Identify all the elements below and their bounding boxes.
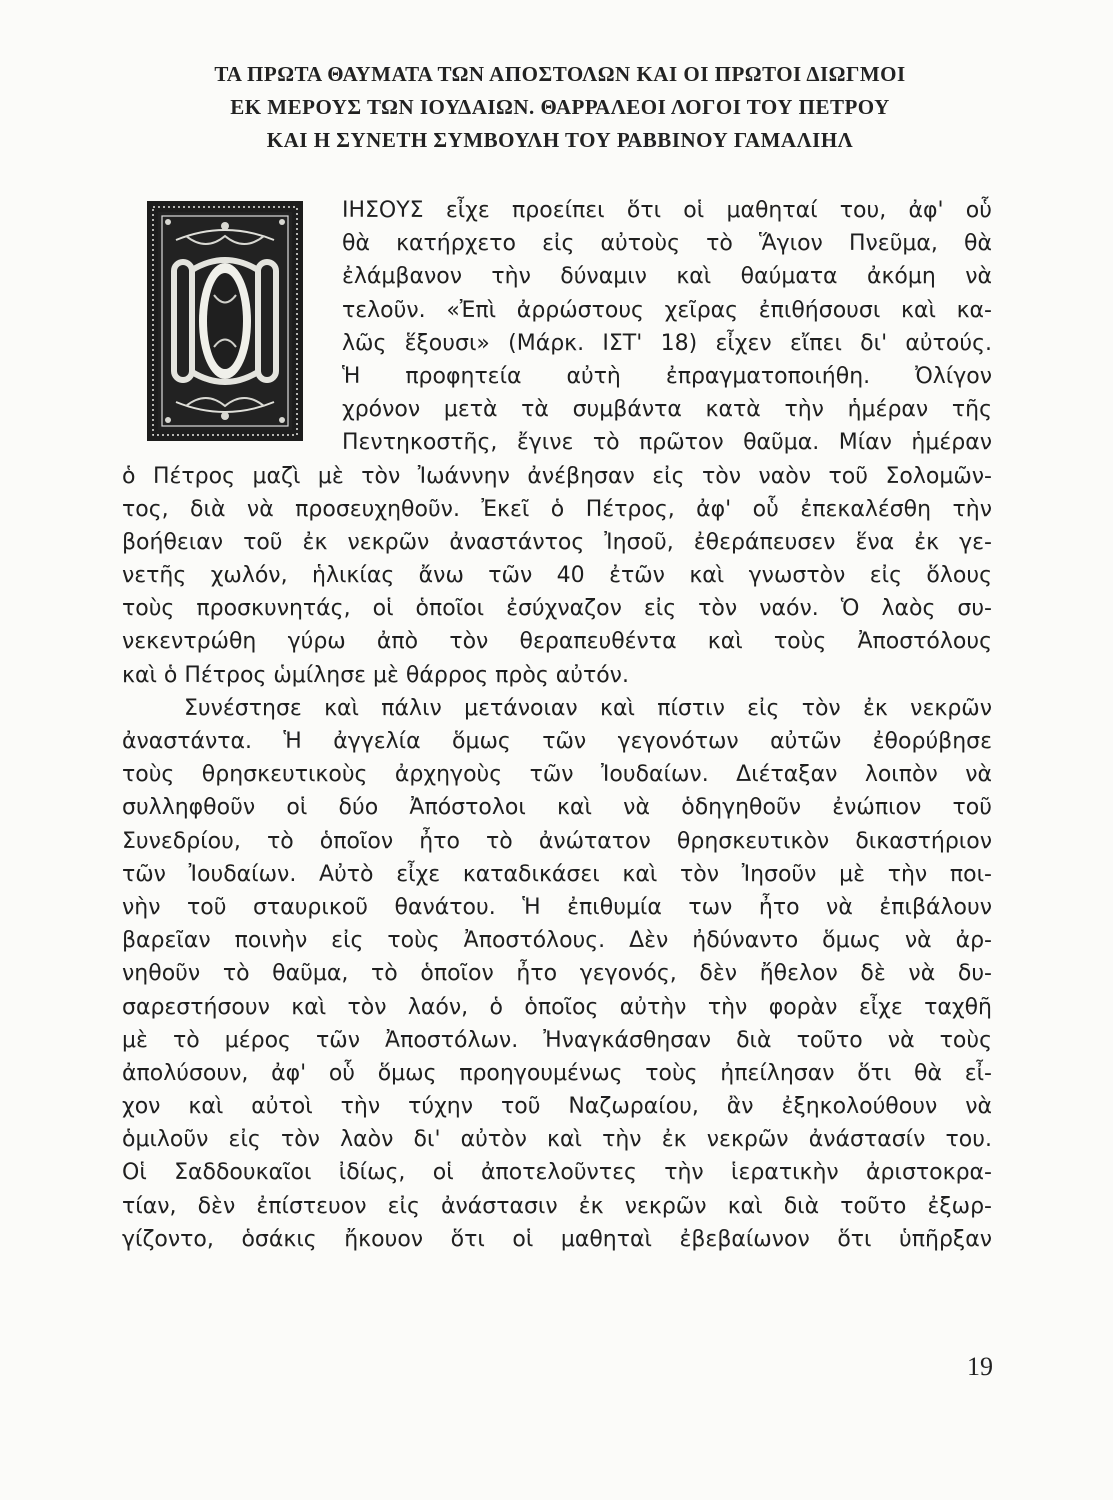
text-line: σαρεστήσουν καὶ τὸν λαόν, ὁ ὁποῖος αὐτὴν τὴν φορὰν εἶχε ταχθῆ xyxy=(122,994,992,1020)
heading-line-3: ΚΑΙ Η ΣΥΝΕΤΗ ΣΥΜΒΟΥΛΗ ΤΟΥ ΡΑΒΒΙΝΟΥ ΓΑΜΑΛΙΗΛ xyxy=(266,128,854,152)
text-line: τίαν, δὲν ἐπίστευον εἰς ἀνάστασιν ἐκ νεκρῶν καὶ διὰ τοῦτο ἐξωρ- xyxy=(122,1193,992,1219)
text-line: χρόνον μετὰ τὰ συμβάντα κατὰ τὴν ἡμέραν τῆς xyxy=(342,397,992,423)
chapter-heading xyxy=(120,58,1000,157)
text-line: νηθοῦν τὸ θαῦμα, τὸ ὁποῖον ἦτο γεγονός, δὲν ἤθελον δὲ νὰ δυ- xyxy=(122,961,992,987)
text-line: Συνεδρίου, τὸ ὁποῖον ἦτο τὸ ἀνώτατον θρησκευτικὸν δικαστήριον xyxy=(122,828,992,854)
text-line: μὲ τὸ μέρος τῶν Ἀποστόλων. Ἠναγκάσθησαν διὰ τοῦτο νὰ τοὺς xyxy=(122,1027,992,1053)
text-line: λῶς ἕξουσι» (Μάρκ. ΙΣΤ' 18) εἶχεν εἴπει δι' αὐτούς. xyxy=(342,330,992,356)
text-line: θὰ κατήρχετο εἰς αὐτοὺς τὸ Ἅγιον Πνεῦμα, θὰ xyxy=(342,231,992,257)
heading-line-2: ΕΚ ΜΕΡΟΥΣ ΤΩΝ ΙΟΥΔΑΙΩΝ. ΘΑΡΡΑΛΕΟΙ ΛΟΓΟΙ ΤΟΥ ΠΕΤΡΟΥ xyxy=(230,95,890,119)
text-line: γίζοντο, ὁσάκις ἤκουον ὅτι οἱ μαθηταὶ ἐβεβαίωνον ὅτι ὑπῆρξαν xyxy=(122,1226,992,1252)
text-line: Οἱ Σαδδουκαῖοι ἰδίως, οἱ ἀποτελοῦντες τὴν ἱερατικὴν ἀριστοκρα- xyxy=(122,1160,992,1186)
text-line: νὴν τοῦ σταυρικοῦ θανάτου. Ἡ ἐπιθυμία των ἦτο νὰ ἐπιβάλουν xyxy=(122,894,992,920)
text-line: Ἡ προφητεία αὐτὴ ἐπραγματοποιήθη. Ὀλίγον xyxy=(342,363,992,389)
text-line: νετῆς χωλόν, ἡλικίας ἄνω τῶν 40 ἐτῶν καὶ γνωστὸν εἰς ὅλους xyxy=(122,563,992,589)
text-line: τος, διὰ νὰ προσευχηθοῦν. Ἐκεῖ ὁ Πέτρος, ἀφ' οὗ ἐπεκαλέσθη τὴν xyxy=(122,496,992,522)
text-line: συλληφθοῦν οἱ δύο Ἀπόστολοι καὶ νὰ ὁδηγηθοῦν ἐνώπιον τοῦ xyxy=(122,795,992,821)
text-line: καὶ ὁ Πέτρος ὡμίλησε μὲ θάρρος πρὸς αὐτόν. xyxy=(122,662,629,688)
heading-line-1: ΤΑ ΠΡΩΤΑ ΘΑΥΜΑΤΑ ΤΩΝ ΑΠΟΣΤΟΛΩΝ ΚΑΙ ΟΙ ΠΡΩΤΟΙ ΔΙΩΓΜΟΙ xyxy=(214,62,906,86)
text-line: τῶν Ἰουδαίων. Αὐτὸ εἶχε καταδικάσει καὶ τὸν Ἰησοῦν μὲ τὴν ποι- xyxy=(122,861,992,887)
text-line: βαρεῖαν ποινὴν εἰς τοὺς Ἀποστόλους. Δὲν ἠδύναντο ὅμως νὰ ἀρ- xyxy=(122,928,992,954)
text-line: ΙΗΣΟΥΣ εἶχε προείπει ὅτι οἱ μαθηταί του, ἀφ' οὗ xyxy=(342,198,992,223)
text-line: ἀναστάντα. Ἡ ἀγγελία ὅμως τῶν γεγονότων αὐτῶν ἐθορύβησε xyxy=(122,729,992,754)
text-line: τοὺς προσκυνητάς, οἱ ὁποῖοι ἐσύχναζον εἰς τὸν ναόν. Ὁ λαὸς συ- xyxy=(122,596,992,622)
text-line: τοὺς θρησκευτικοὺς ἀρχηγοὺς τῶν Ἰουδαίων. Διέταξαν λοιπὸν νὰ xyxy=(122,762,992,788)
text-line: τελοῦν. «Ἐπὶ ἀρρώστους χεῖρας ἐπιθήσουσι καὶ κα- xyxy=(342,297,992,323)
text-line: Συνέστησε καὶ πάλιν μετάνοιαν καὶ πίστιν εἰς τὸν ἐκ νεκρῶν xyxy=(184,695,992,721)
text-line: βοήθειαν τοῦ ἐκ νεκρῶν ἀναστάντος Ἰησοῦ, ἐθεράπευσεν ἕνα ἐκ γε- xyxy=(122,529,992,555)
text-line: Πεντηκοστῆς, ἔγινε τὸ πρῶτον θαῦμα. Μίαν ἡμέραν xyxy=(342,430,992,456)
text-line: νεκεντρώθη γύρω ἀπὸ τὸν θεραπευθέντα καὶ τοὺς Ἀποστόλους xyxy=(122,629,992,655)
text-line: ὁ Πέτρος μαζὶ μὲ τὸν Ἰωάννην ἀνέβησαν εἰς τὸν ναὸν τοῦ Σολομῶν- xyxy=(122,463,992,489)
text-line: ἐλάμβανον τὴν δύναμιν καὶ θαύματα ἀκόμη νὰ xyxy=(342,264,992,290)
page-number: 19 xyxy=(967,1352,993,1381)
text-line: ὁμιλοῦν εἰς τὸν λαὸν δι' αὐτὸν καὶ τὴν ἐκ νεκρῶν ἀνάστασίν του. xyxy=(122,1127,992,1153)
body-text xyxy=(122,194,992,1256)
text-line: χον καὶ αὐτοὶ τὴν τύχην τοῦ Ναζωραίου, ἂν ἐξηκολούθουν νὰ xyxy=(122,1094,992,1120)
text-line: ἀπολύσουν, ἀφ' οὗ ὅμως προηγουμένως τοὺς ἠπείλησαν ὅτι θὰ εἶ- xyxy=(122,1060,992,1086)
